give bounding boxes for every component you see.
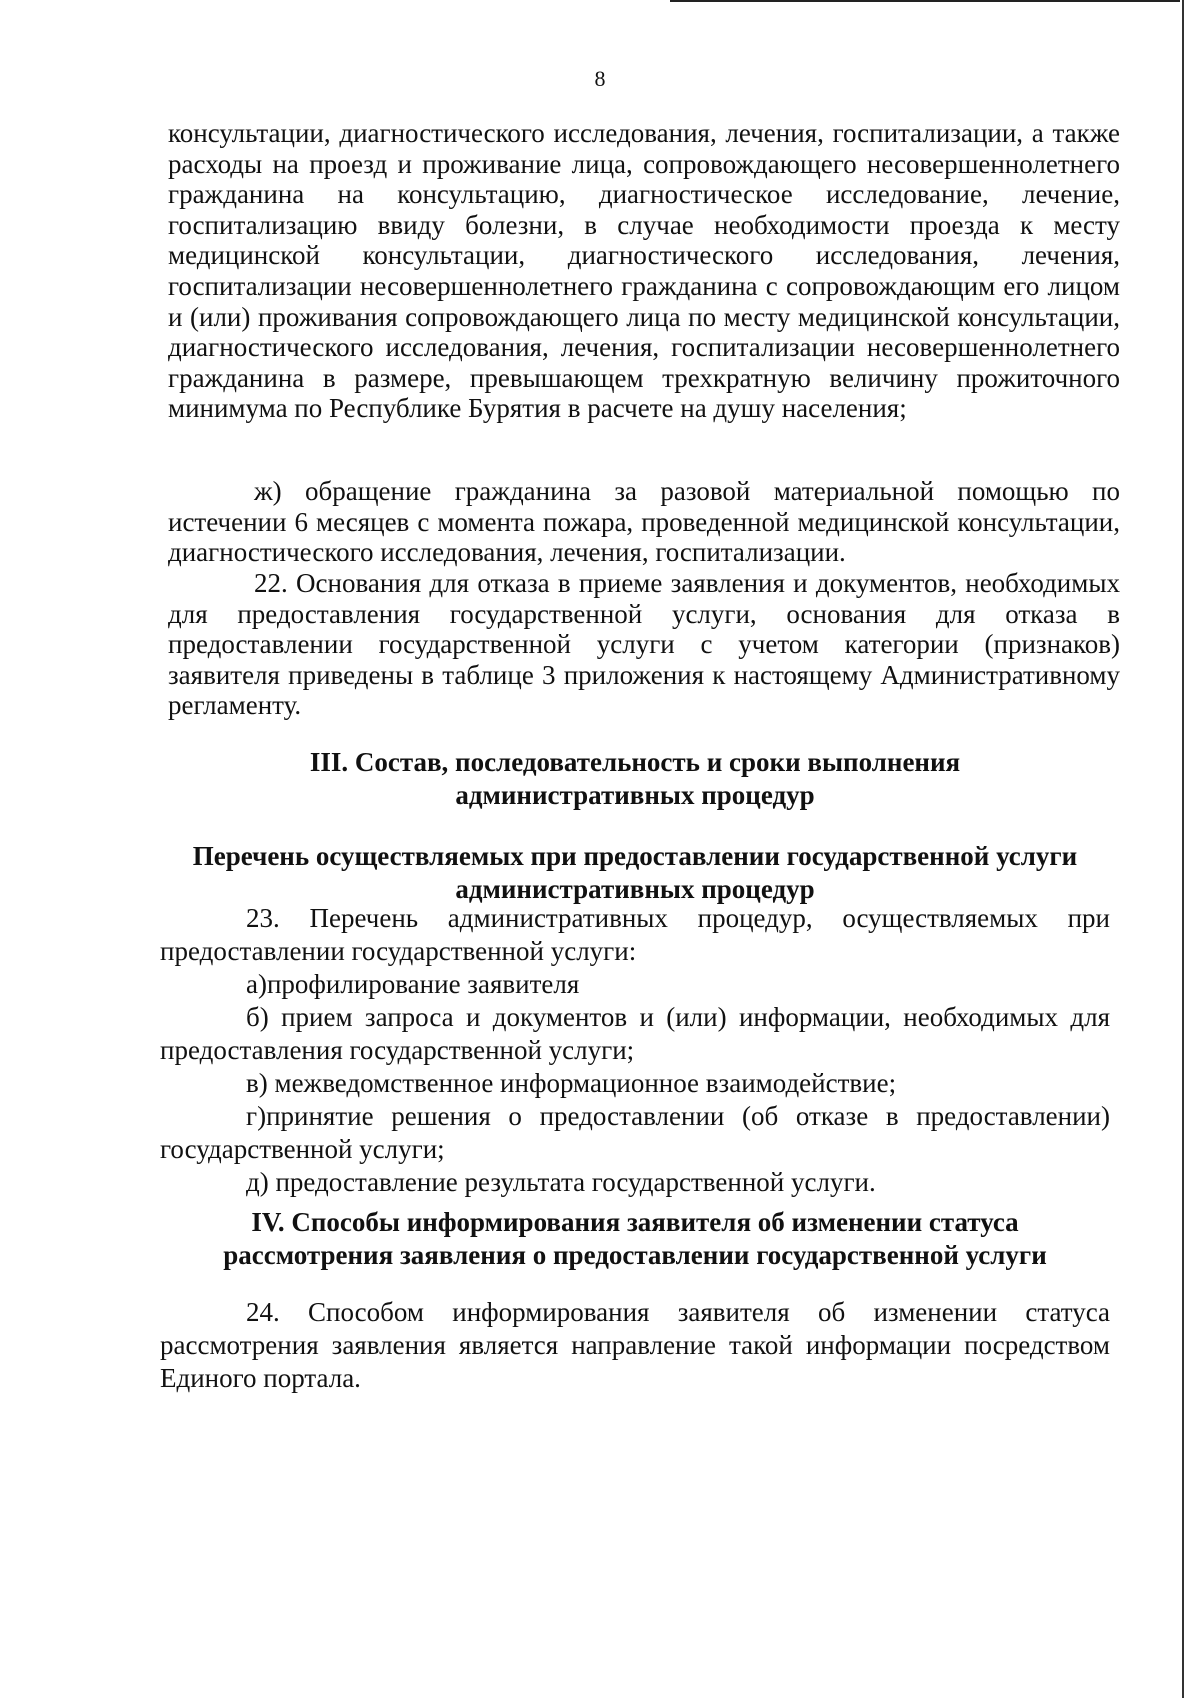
section-4-body: [160, 1296, 1110, 1395]
paragraph-22: 22. Основания для отказа в приеме заявления и документов, необходимых для предоставления государственной услуги, основания для отказа в предоставлении государственной услуги с учетом категории (признаков) заявителя приведены в таблице 3 приложения к настоящему Административному регламенту.: [168, 568, 1120, 721]
list-item: а)профилирование заявителя: [246, 969, 580, 999]
page-number: 8: [594, 66, 606, 91]
section-3-title: [150, 746, 1120, 812]
paragraph-continuation: консультации, диагностического исследования, лечения, госпитализации, а также расходы на проезд и проживание лица, сопровождающего несовершеннолетнего гражданина на консультацию, диагностическое исследование, лечение, госпитализацию ввиду болезни, в случае необходимости проезда к месту медицинской консультации, диагностического исследования, лечения, госпитализации несовершеннолетнего гражданина с сопровождающим его лицом и (или) проживания сопровождающего лица по месту медицинской консультации, диагностического исследования, лечения, госпитализации несовершеннолетнего гражданина в размере, превышающем трехкратную величину прожиточного минимума по Республике Бурятия в расчете на душу населения;: [168, 118, 1120, 424]
list-item: д) предоставление результата государственной услуги.: [246, 1167, 876, 1197]
list-item: в) межведомственное информационное взаимодействие;: [246, 1068, 897, 1098]
scan-top-edge-line: [670, 0, 1180, 2]
section-3-subtitle: [150, 840, 1120, 906]
paragraph-24: 24. Способом информирования заявителя об изменении статуса рассмотрения заявления является направление такой информации посредством Единого портала.: [160, 1297, 1110, 1393]
list-item: б) прием запроса и документов и (или) информации, необходимых для предоставления государственной услуги;: [160, 1002, 1110, 1065]
section-3-title-line-1: III. Состав, последовательность и сроки выполнения: [309, 747, 961, 777]
section-3-subtitle-line-1: Перечень осуществляемых при предоставлении государственной услуги: [192, 841, 1078, 871]
scan-right-edge-line: [1182, 0, 1184, 1698]
paragraph-23: 23. Перечень административных процедур, осуществляемых при предоставлении государственной услуги:: [160, 903, 1110, 966]
procedures-list: [160, 902, 1110, 1199]
paragraph-item-zh: ж) обращение гражданина за разовой материальной помощью по истечении 6 месяцев с момента пожара, проведенной медицинской консультации, диагностического исследования, лечения, госпитализации.: [168, 476, 1120, 568]
section-3-subtitle-line-2: административных процедур: [455, 874, 815, 904]
section-4-title-line-1: IV. Способы информирования заявителя об изменении статуса: [251, 1207, 1019, 1237]
list-item: г)принятие решения о предоставлении (об отказе в предоставлении) государственной услуги;: [160, 1101, 1110, 1164]
section-3-title-line-2: административных процедур: [455, 780, 815, 810]
section-4-title-line-2: рассмотрения заявления о предоставлении государственной услуги: [223, 1240, 1047, 1270]
section-4-title: [150, 1206, 1120, 1272]
